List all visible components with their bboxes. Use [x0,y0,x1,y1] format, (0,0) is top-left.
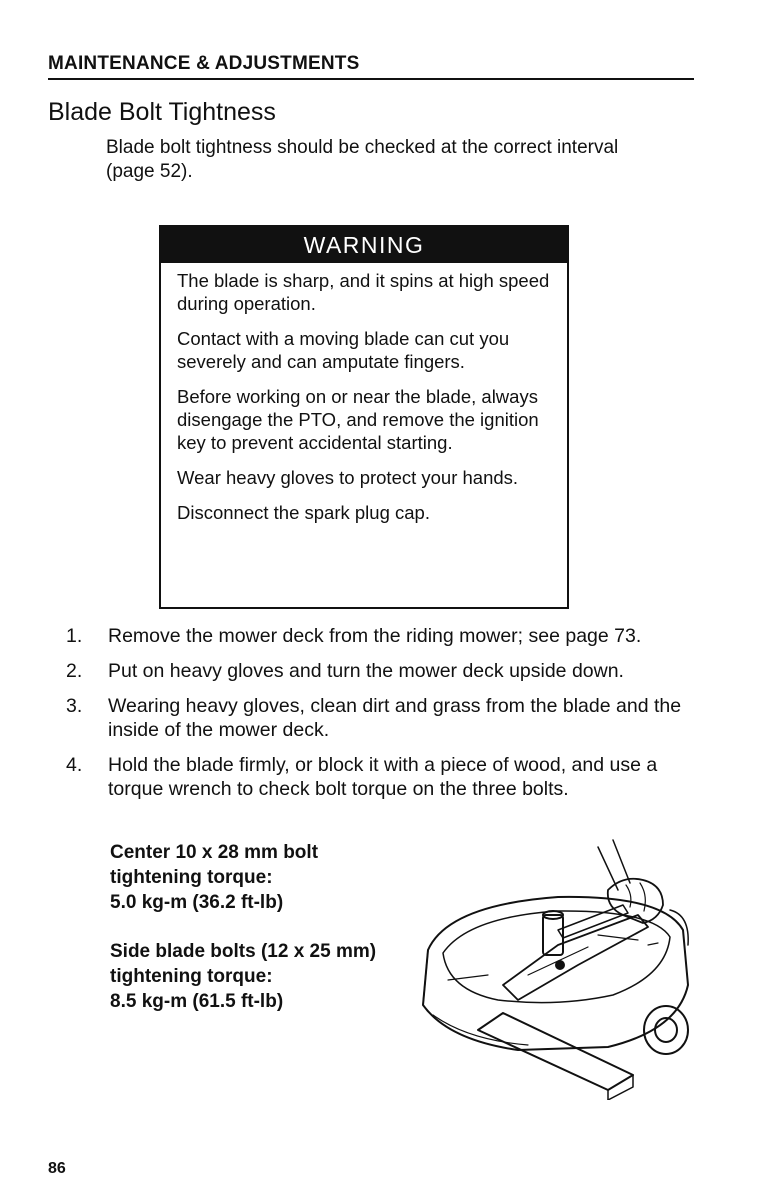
mower-deck-illustration [408,835,698,1100]
warning-paragraph: The blade is sharp, and it spins at high speed during operation. [177,270,550,314]
step-number: 1. [66,625,83,647]
center-bolt-label: Center 10 x 28 mm bolt tightening torque: [110,842,319,888]
page-number: 86 [48,1160,66,1177]
step-text: Put on heavy gloves and turn the mower deck upside down. [108,660,624,682]
page-title: Blade Bolt Tightness [48,98,276,126]
step-text: Hold the blade firmly, or block it with a piece of wood, and use a torque wrench to check bolt torque on the three bolts. [108,754,658,800]
step-number: 4. [66,754,83,776]
warning-paragraph: Wear heavy gloves to protect your hands. [177,467,519,488]
step-text: Remove the mower deck from the riding mower; see page 73. [108,625,642,647]
step-number: 3. [66,695,83,717]
section-header [48,52,694,80]
warning-box [159,225,569,609]
center-bolt-value: 5.0 kg-m (36.2 ft-lb) [110,892,284,913]
warning-label: WARNING [161,227,567,263]
step-item [66,753,706,801]
warning-paragraph: Before working on or near the blade, always disengage the PTO, and remove the ignition key to prevent accidental starting. [177,386,539,453]
steps-list [66,624,706,812]
step-item [66,659,706,683]
warning-paragraph: Contact with a moving blade can cut you severely and can amputate fingers. [177,328,510,372]
section-title: MAINTENANCE & ADJUSTMENTS [48,53,360,74]
step-text: Wearing heavy gloves, clean dirt and grass from the blade and the inside of the mower deck. [108,695,682,741]
side-bolts-value: 8.5 kg-m (61.5 ft-lb) [110,991,284,1012]
step-item [66,624,706,648]
warning-paragraph: Disconnect the spark plug cap. [177,502,430,523]
step-item [66,694,706,742]
torque-specs [110,840,400,1014]
step-number: 2. [66,660,83,682]
side-bolts-label: Side blade bolts (12 x 25 mm) tightening torque: [110,941,377,987]
warning-body [161,263,567,524]
intro-paragraph: Blade bolt tightness should be checked at the correct interval (page 52). [106,137,619,182]
